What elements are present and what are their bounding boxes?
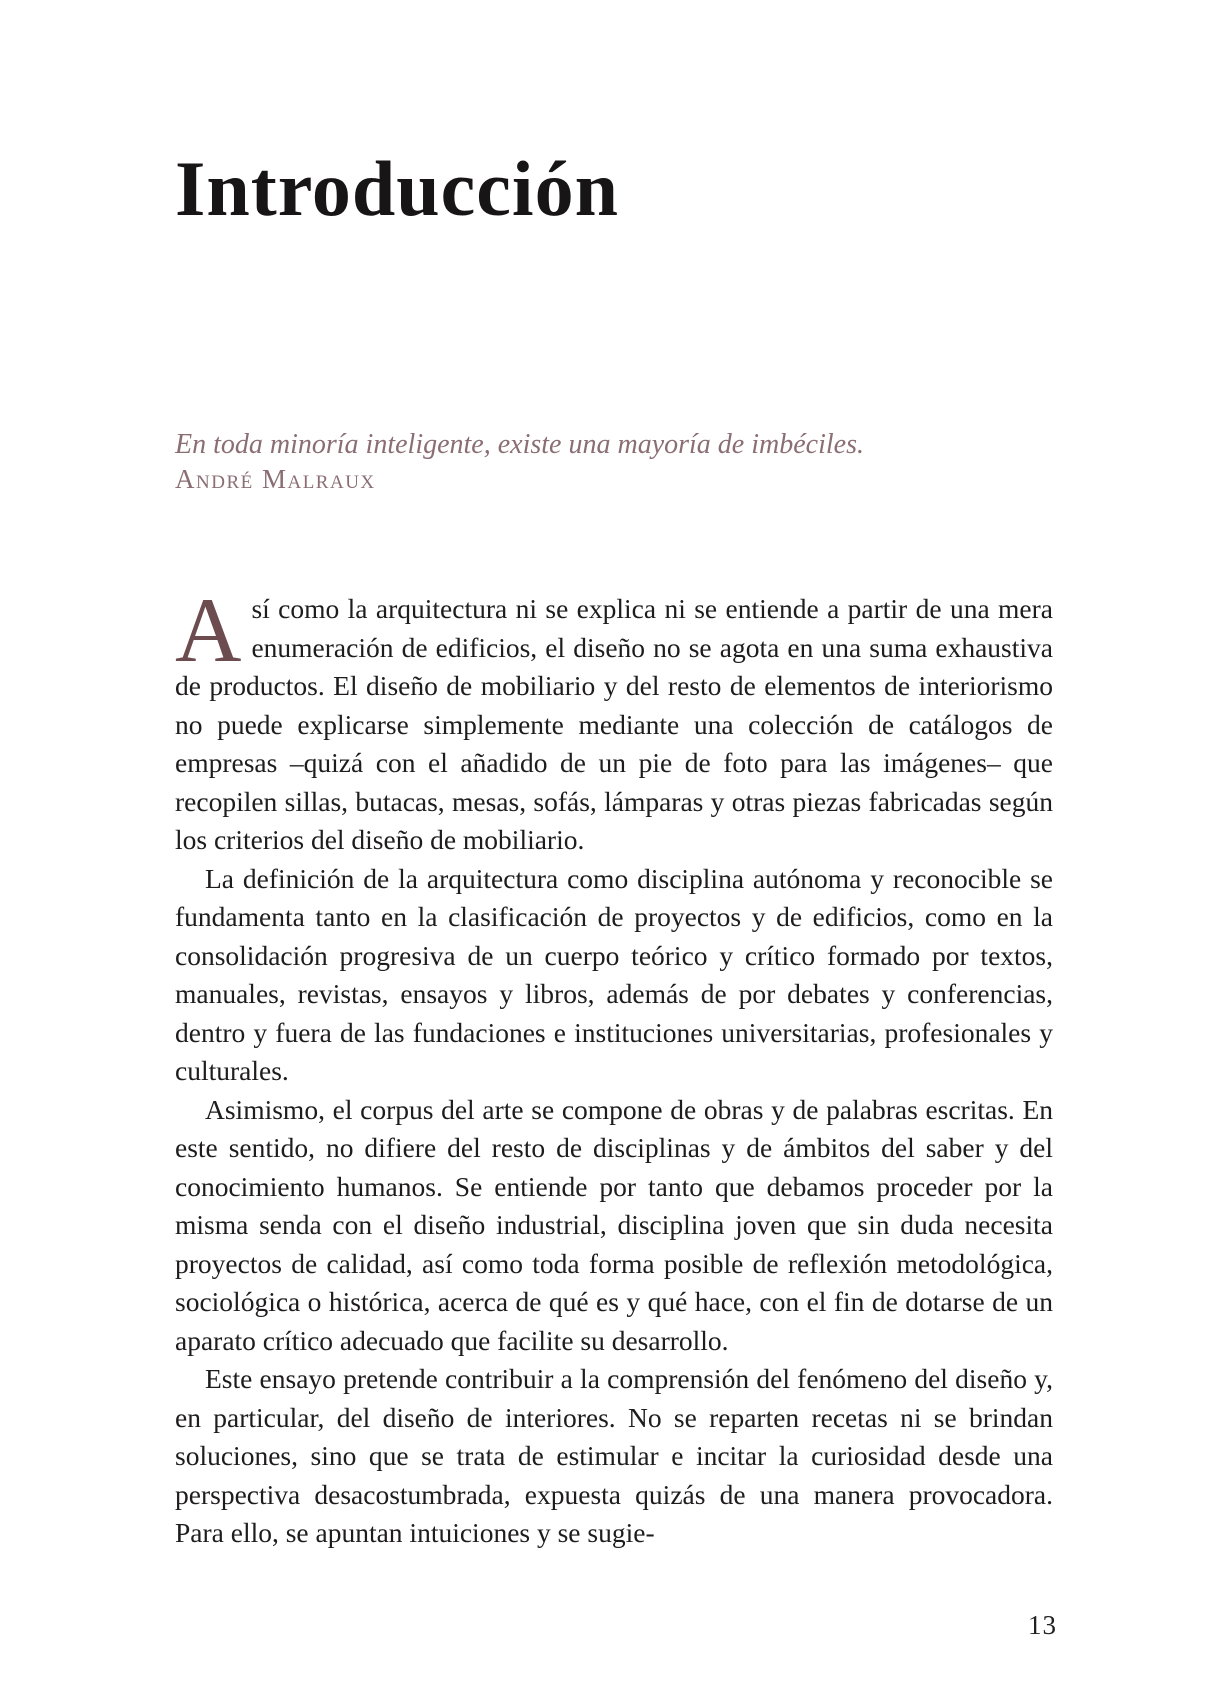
text-column bbox=[175, 52, 1053, 1553]
epigraph-author: André Malraux bbox=[175, 464, 376, 495]
paragraph bbox=[175, 579, 1053, 860]
dropcap-letter: A bbox=[175, 579, 242, 682]
paragraph-text: Asimismo, el corpus del arte se compone de obras y de palabras escritas. En este sentido, no difiere del resto de disciplinas y de ámbitos del saber y del conocimiento humanos. Se entiende por tanto que debamos proceder por la misma senda con el diseño industrial, disciplina joven que sin duda necesita proyectos de calidad, así como toda forma posible de reflexión metodológica, sociológica o histórica, acerca de qué es y qué hace, con el fin de dotarse de un aparato crítico adecuado que facilite su desarrollo. bbox=[175, 1093, 1053, 1356]
epigraph bbox=[175, 428, 1053, 496]
paragraph bbox=[175, 1360, 1053, 1553]
body-text bbox=[175, 579, 1053, 1553]
paragraph bbox=[175, 1091, 1053, 1361]
paragraph-text: Este ensayo pretende contribuir a la comprensión del fenómeno del diseño y, en particular, del diseño de interiores. No se reparten recetas ni se brindan soluciones, sino que se trata de estimular e incitar la curiosidad desde una perspectiva desacostumbrada, expuesta quizás de una manera provocadora. Para ello, se apuntan intuiciones y se sugie- bbox=[175, 1363, 1053, 1549]
paragraph-text: sí como la arquitectura ni se explica ni se entiende a partir de una mera enumeración de edificios, el diseño no se agota en una suma exhaustiva de productos. El diseño de mobiliario y del resto de elementos de interiorismo no puede explicarse simplemente mediante una colección de catálogos de empresas –quizá con el añadido de un pie de foto para las imágenes– que recopilen sillas, butacas, mesas, sofás, lámparas y otras piezas fabricadas según los criterios del diseño de mobiliario. bbox=[175, 593, 1053, 856]
epigraph-quote: En toda minoría inteligente, existe una mayoría de imbéciles. bbox=[175, 429, 864, 461]
paragraph bbox=[175, 860, 1053, 1091]
chapter-title: Introducción bbox=[175, 145, 619, 233]
page-number: 13 bbox=[1028, 1610, 1057, 1640]
paragraph-text: La definición de la arquitectura como disciplina autónoma y reconocible se fundamenta tanto en la clasificación de proyectos y de edificios, como en la consolidación progresiva de un cuerpo teórico y crítico formado por textos, manuales, revistas, ensayos y libros, además de por debates y conferencias, dentro y fuera de las fundaciones e instituciones universitarias, profesionales y culturales. bbox=[175, 862, 1053, 1087]
